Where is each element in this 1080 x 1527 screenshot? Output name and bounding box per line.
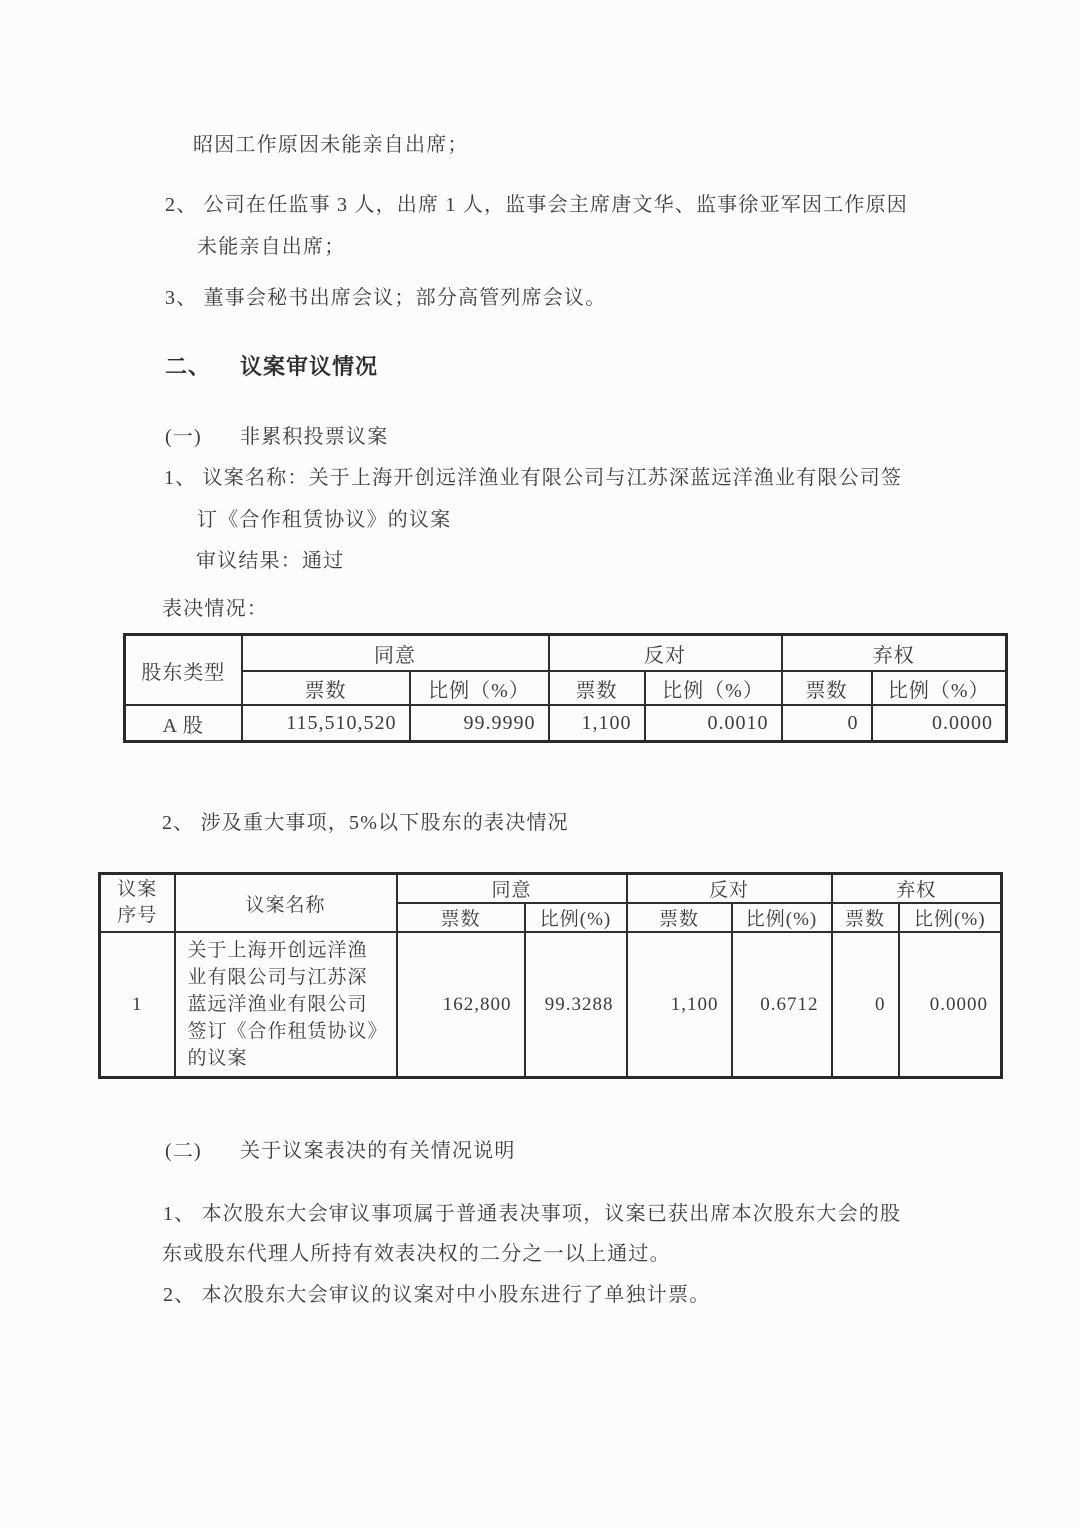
t1-abstain-group-header: 弃权 [782, 635, 1007, 672]
t2-abstain-votes-header: 票数 [832, 903, 899, 932]
t2-agree-group-header: 同意 [397, 874, 627, 904]
supervisors-attendance-line-cont: 未能亲自出席； [197, 236, 346, 258]
subsection-2-title: 关于议案表决的有关情况说明 [240, 1140, 516, 1162]
subsection-2-number: (二) [165, 1140, 202, 1162]
vote-table-minor-shareholders [98, 872, 1003, 1079]
t1-cell-agree-votes: 115,510,520 [242, 705, 410, 742]
t1-against-pct-header: 比例（%） [645, 671, 782, 705]
t1-against-group-header: 反对 [549, 635, 782, 672]
t2-name-header: 议案名称 [175, 874, 397, 933]
note-1-line-1: 1、 本次股东大会审议事项属于普通表决事项，议案已获出席本次股东大会的股 [163, 1203, 902, 1225]
t1-cell-abstain-votes: 0 [782, 705, 872, 742]
table-row [125, 705, 1007, 742]
note-1-line-2: 东或股东代理人所持有效表决权的二分之一以上通过。 [162, 1243, 671, 1265]
t1-cell-agree-pct: 99.9990 [410, 705, 549, 742]
note-2-line: 2、 本次股东大会审议的议案对中小股东进行了单独计票。 [163, 1284, 711, 1306]
major-matters-line: 2、 涉及重大事项，5%以下股东的表决情况 [162, 812, 569, 834]
t2-abstain-pct-header: 比例(%) [899, 903, 1002, 932]
t2-cell-proposal-name: 关于上海开创远洋渔业有限公司与江苏深蓝远洋渔业有限公司签订《合作租赁协议》的议案 [175, 932, 397, 1078]
section-2-number: 二、 [165, 354, 212, 379]
t2-cell-against-votes: 1,100 [627, 932, 732, 1078]
t2-cell-against-pct: 0.6712 [732, 932, 832, 1078]
t1-abstain-pct-header: 比例（%） [872, 671, 1007, 705]
t1-agree-votes-header: 票数 [242, 671, 410, 705]
t2-agree-votes-header: 票数 [397, 903, 525, 932]
carryover-line: 昭因工作原因未能亲自出席； [193, 134, 469, 156]
t1-agree-group-header: 同意 [242, 635, 549, 672]
t2-cell-seq: 1 [100, 932, 175, 1078]
section-2-heading [165, 354, 378, 380]
t2-seq-header-line1: 议案 [117, 879, 158, 900]
t1-agree-pct-header: 比例（%） [410, 671, 549, 705]
t2-cell-abstain-votes: 0 [832, 932, 899, 1078]
t2-seq-header-line2: 序号 [117, 905, 158, 926]
section-2-title: 议案审议情况 [240, 354, 379, 379]
subsection-1-heading [165, 424, 388, 450]
t1-against-votes-header: 票数 [549, 671, 645, 705]
t2-against-votes-header: 票数 [627, 903, 732, 932]
t2-seq-header [100, 874, 175, 933]
t2-against-group-header: 反对 [627, 874, 832, 904]
subsection-1-title: 非累积投票议案 [240, 426, 389, 448]
t1-cell-abstain-pct: 0.0000 [872, 705, 1007, 742]
supervisors-attendance-line: 2、 公司在任监事 3 人，出席 1 人，监事会主席唐文华、监事徐亚军因工作原因 [165, 194, 908, 216]
t2-agree-pct-header: 比例(%) [525, 903, 627, 932]
proposal-name-line-2: 订《合作租赁协议》的议案 [197, 509, 452, 531]
t1-abstain-votes-header: 票数 [782, 671, 872, 705]
secretary-attendance-line: 3、 董事会秘书出席会议；部分高管列席会议。 [165, 287, 607, 309]
t2-cell-agree-votes: 162,800 [397, 932, 525, 1078]
t1-cell-against-pct: 0.0010 [645, 705, 782, 742]
t2-abstain-group-header: 弃权 [832, 874, 1002, 904]
t1-cell-type: A 股 [125, 705, 242, 742]
t2-cell-agree-pct: 99.3288 [525, 932, 627, 1078]
subsection-1-number: (一) [165, 426, 202, 448]
t1-cell-against-votes: 1,100 [549, 705, 645, 742]
table-row [100, 932, 1002, 1078]
proposal-name-line-1: 1、 议案名称：关于上海开创远洋渔业有限公司与江苏深蓝远洋渔业有限公司签 [164, 467, 903, 489]
t2-cell-abstain-pct: 0.0000 [899, 932, 1002, 1078]
voting-status-label: 表决情况： [162, 598, 268, 620]
t2-against-pct-header: 比例(%) [732, 903, 832, 932]
subsection-2-heading [165, 1138, 516, 1164]
review-result-line: 审议结果：通过 [196, 550, 345, 572]
vote-table-a-share [123, 633, 1008, 743]
t1-shareholder-type-header: 股东类型 [125, 635, 242, 706]
